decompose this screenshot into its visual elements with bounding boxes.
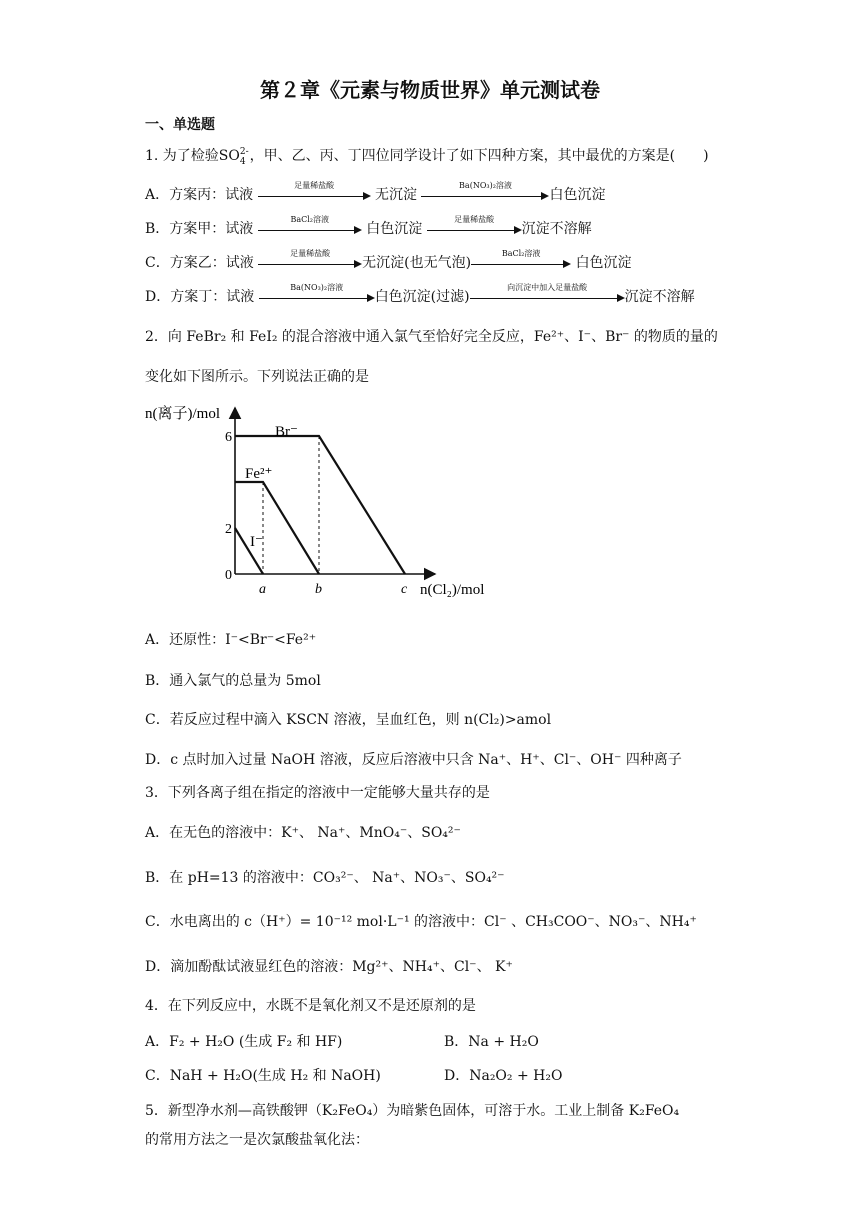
reaction-arrow — [421, 181, 549, 205]
arrow-label: 向沉淀中加入足量盐酸 — [507, 283, 588, 292]
reaction-arrow — [427, 215, 522, 239]
reaction-arrow — [471, 249, 571, 273]
q2-option-b[interactable]: B．通入氯气的总量为 5mol — [145, 673, 321, 689]
q1-stem: 1. 为了检验SO2- 4 ，甲、乙、丙、丁四位同学设计了如下四种方案，其中最优的方案是( ) — [145, 147, 709, 167]
intermediate-result: 白色沉淀 — [366, 221, 423, 237]
arrow-label: BaCl₂溶液 — [290, 215, 330, 224]
q2-option-c[interactable]: C．若反应过程中滴入 KSCN 溶液，呈血红色，则 n(Cl₂)>amol — [145, 712, 552, 728]
q3-stem: 3．下列各离子组在指定的溶液中一定能够大量共存的是 — [145, 785, 490, 801]
final-result: 白色沉淀 — [575, 255, 632, 271]
y-tick-label: 2 — [225, 522, 232, 537]
reaction-arrow — [258, 249, 362, 273]
q3-option-d[interactable]: D．滴加酚酞试液显红色的溶液：Mg²⁺、NH₄⁺、Cl⁻、 K⁺ — [145, 959, 513, 975]
arrow-label: 足量稀盐酸 — [290, 249, 331, 258]
intermediate-result: 白色沉淀(过滤) — [374, 289, 470, 305]
q4-stem: 4．在下列反应中，水既不是氧化剂又不是还原剂的是 — [145, 998, 476, 1014]
reaction-arrow — [470, 283, 625, 307]
q3-option-c[interactable]: C．水电离出的 c（H⁺）= 10⁻¹² mol·L⁻¹ 的溶液中：Cl⁻ 、CH₃COO⁻、NO₃⁻、NH₄⁺ — [145, 914, 697, 930]
option-label: C．方案乙：试液 — [145, 255, 254, 271]
q5-stem-line2: 的常用方法之一是次氯酸盐氧化法： — [145, 1132, 369, 1148]
q2-option-d[interactable]: D．c 点时加入过量 NaOH 溶液，反应后溶液中只含 Na⁺、H⁺、Cl⁻、OH⁻ 四种离子 — [145, 752, 682, 768]
q1-stem-part-b: ，甲、乙、丙、丁四位同学设计了如下四种方案，其中最优的方案是( ) — [249, 148, 709, 164]
intermediate-result: 无沉淀(也无气泡) — [362, 255, 472, 271]
section-heading: 一、单选题 — [145, 117, 215, 133]
series-label: Br⁻ — [275, 424, 298, 440]
ion-amount-chart — [145, 398, 505, 603]
option-label: A．方案丙：试液 — [145, 187, 254, 203]
q2-stem-line2: 变化如下图所示。下列说法正确的是 — [145, 369, 369, 385]
x-tick-label: b — [315, 582, 322, 597]
reaction-arrow — [258, 181, 371, 205]
final-result: 沉淀不溶解 — [521, 221, 592, 237]
q2-stem-line1: 2．向 FeBr₂ 和 FeI₂ 的混合溶液中通入氯气至恰好完全反应，Fe²⁺、I⁻、Br⁻ 的物质的量的 — [145, 329, 718, 345]
series-label: I⁻ — [250, 534, 263, 550]
arrow-label: 足量稀盐酸 — [454, 215, 495, 224]
y-tick-label: 6 — [225, 430, 232, 445]
q3-option-a[interactable]: A．在无色的溶液中：K⁺、 Na⁺、MnO₄⁻、SO₄²⁻ — [145, 825, 461, 841]
y-tick-label: 0 — [225, 568, 232, 583]
x-tick-label: a — [259, 582, 266, 597]
q1-option-a[interactable] — [145, 181, 606, 205]
q4-option-a[interactable]: A．F₂ + H₂O (生成 F₂ 和 HF) — [145, 1034, 343, 1050]
reaction-arrow — [258, 215, 362, 239]
arrow-label: BaCl₂溶液 — [501, 249, 541, 258]
arrow-label: Ba(NO₃)₂溶液 — [290, 283, 344, 292]
q1-option-b[interactable] — [145, 215, 592, 239]
x-axis-label: n(Cl₂)/mol — [420, 582, 485, 598]
series-line — [235, 436, 405, 574]
q4-option-b[interactable]: B．Na + H₂O — [444, 1034, 539, 1050]
q2-option-a[interactable]: A．还原性：I⁻<Br⁻<Fe²⁺ — [145, 632, 317, 648]
q3-option-b[interactable]: B．在 pH=13 的溶液中：CO₃²⁻、 Na⁺、NO₃⁻、SO₄²⁻ — [145, 870, 505, 886]
intermediate-result: 无沉淀 — [375, 187, 418, 203]
series-line — [235, 482, 319, 574]
series-label: Fe²⁺ — [245, 466, 273, 482]
q1-option-d[interactable] — [145, 283, 695, 307]
q5-stem-line1: 5．新型净水剂—高铁酸钾（K₂FeO₄）为暗紫色固体，可溶于水。工业上制备 K₂FeO₄ — [145, 1103, 680, 1119]
option-label: D．方案丁：试液 — [145, 289, 255, 305]
final-result: 白色沉淀 — [549, 187, 606, 203]
option-label: B．方案甲：试液 — [145, 221, 254, 237]
q4-option-c[interactable]: C．NaH + H₂O(生成 H₂ 和 NaOH) — [145, 1068, 381, 1084]
y-axis-label: n(离子)/mol — [145, 406, 220, 422]
reaction-arrow — [259, 283, 375, 307]
q1-stem-part-a: 1. 为了检验SO — [145, 148, 240, 164]
page-title: 第２章《元素与物质世界》单元测试卷 — [260, 78, 600, 102]
q1-option-c[interactable] — [145, 249, 632, 273]
q4-option-d[interactable]: D．Na₂O₂ + H₂O — [444, 1068, 563, 1084]
arrow-label: Ba(NO₃)₂溶液 — [459, 181, 512, 190]
plot-area — [225, 424, 408, 597]
final-result: 沉淀不溶解 — [624, 289, 695, 305]
arrow-label: 足量稀盐酸 — [294, 181, 335, 190]
x-tick-label: c — [401, 582, 408, 597]
